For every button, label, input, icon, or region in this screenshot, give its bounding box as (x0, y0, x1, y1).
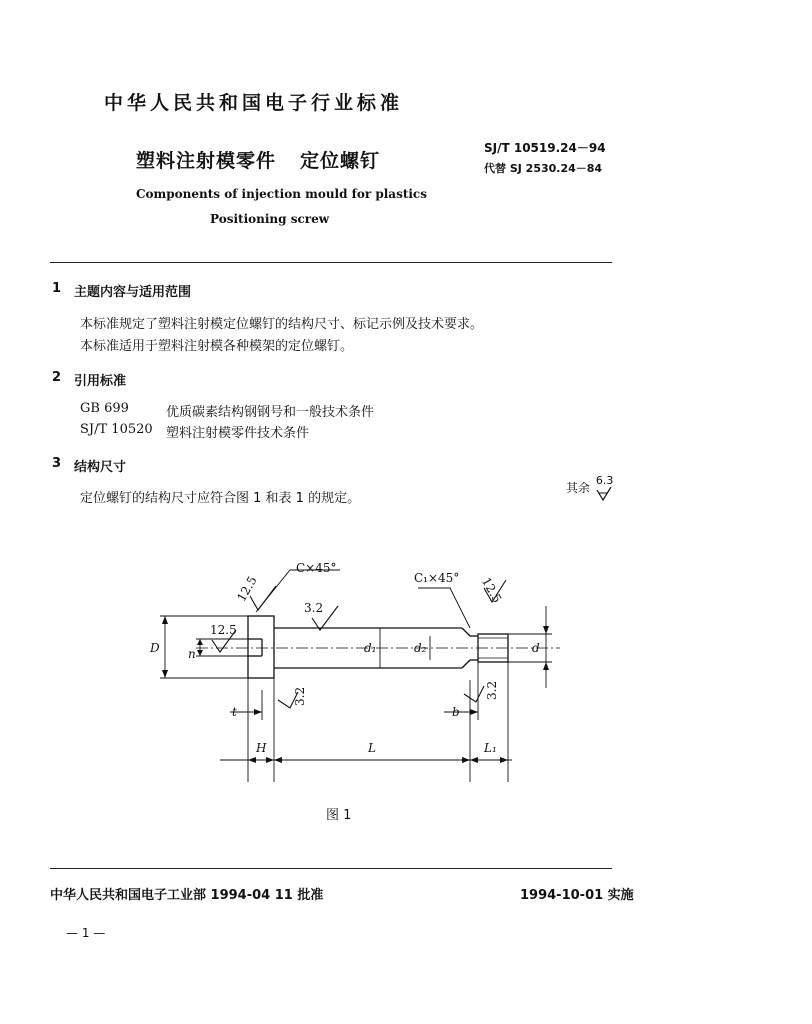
title-cn-part1: 塑料注射模零件 (136, 150, 277, 172)
document-title-en-line2: Positioning screw (210, 212, 330, 226)
reference-code: SJ/T 10520 (80, 422, 153, 437)
label-roughness-shank: 3.2 (304, 601, 324, 615)
label-n: n (188, 647, 196, 661)
label-L1: L₁ (484, 741, 497, 755)
chamfer-bottom (462, 660, 470, 668)
section-number: 3 (52, 456, 62, 471)
section-title: 引用标准 (74, 374, 127, 389)
page-number: — 1 — (66, 926, 106, 940)
screw-head (248, 616, 274, 678)
issuing-organization: 中华人民共和国电子行业标准 (104, 92, 404, 114)
label-roughness-head-face: 3.2 (293, 686, 307, 706)
label-d2: d₂ (414, 641, 427, 655)
leader-chamfer-end (418, 588, 470, 628)
roughness-symbols (212, 580, 506, 708)
title-cn-part2: 定位螺钉 (300, 150, 381, 172)
paragraph: 本标准规定了塑料注射模定位螺钉的结构尺寸、标记示例及技术要求。 (80, 317, 484, 332)
approval-statement: 中华人民共和国电子工业部 1994-04 11 批准 (50, 888, 324, 903)
reference-title: 塑料注射模零件技术条件 (166, 426, 310, 441)
label-roughness-slot: 12.5 (210, 623, 237, 637)
figure-caption: 图 1 (326, 808, 352, 823)
reference-title: 优质碳素结构钢钢号和一般技术条件 (166, 405, 375, 420)
effective-date: 1994-10-01 实施 (520, 888, 634, 903)
roughness-symbol-icon (464, 686, 484, 702)
label-H: H (256, 741, 267, 755)
section-number: 2 (52, 370, 62, 385)
section-title: 结构尺寸 (74, 460, 127, 475)
surface-note-value: 6.3 (595, 474, 614, 487)
paragraph: 定位螺钉的结构尺寸应符合图 1 和表 1 的规定。 (80, 491, 361, 506)
label-b: b (452, 705, 460, 719)
label-roughness-head: 12.5 (234, 573, 260, 604)
reference-code: GB 699 (80, 401, 129, 416)
label-chamfer-head: C×45° (296, 561, 337, 575)
standard-number: SJ/T 10519.24－94 (484, 141, 606, 155)
leader-chamfer-head (256, 570, 340, 612)
label-roughness-end: 12.5 (478, 575, 505, 606)
label-d: d (532, 641, 540, 655)
chamfer-top (462, 628, 470, 636)
replaces-standard: 代替 SJ 2530.24－84 (484, 162, 603, 175)
label-roughness-thread: 3.2 (485, 680, 499, 700)
label-chamfer-end: C₁×45° (414, 571, 460, 585)
label-d1: d₁ (364, 641, 377, 655)
paragraph: 本标准适用于塑料注射模各种模架的定位螺钉。 (80, 339, 354, 354)
document-title-en-line1: Components of injection mould for plastics (136, 187, 427, 201)
label-t: t (232, 705, 237, 719)
surface-note-label: 其余 (566, 481, 591, 495)
label-D: D (150, 641, 160, 655)
section-number: 1 (52, 281, 62, 296)
label-L: L (368, 741, 376, 755)
section-title: 主题内容与适用范围 (74, 285, 192, 300)
footer-divider (50, 868, 612, 869)
